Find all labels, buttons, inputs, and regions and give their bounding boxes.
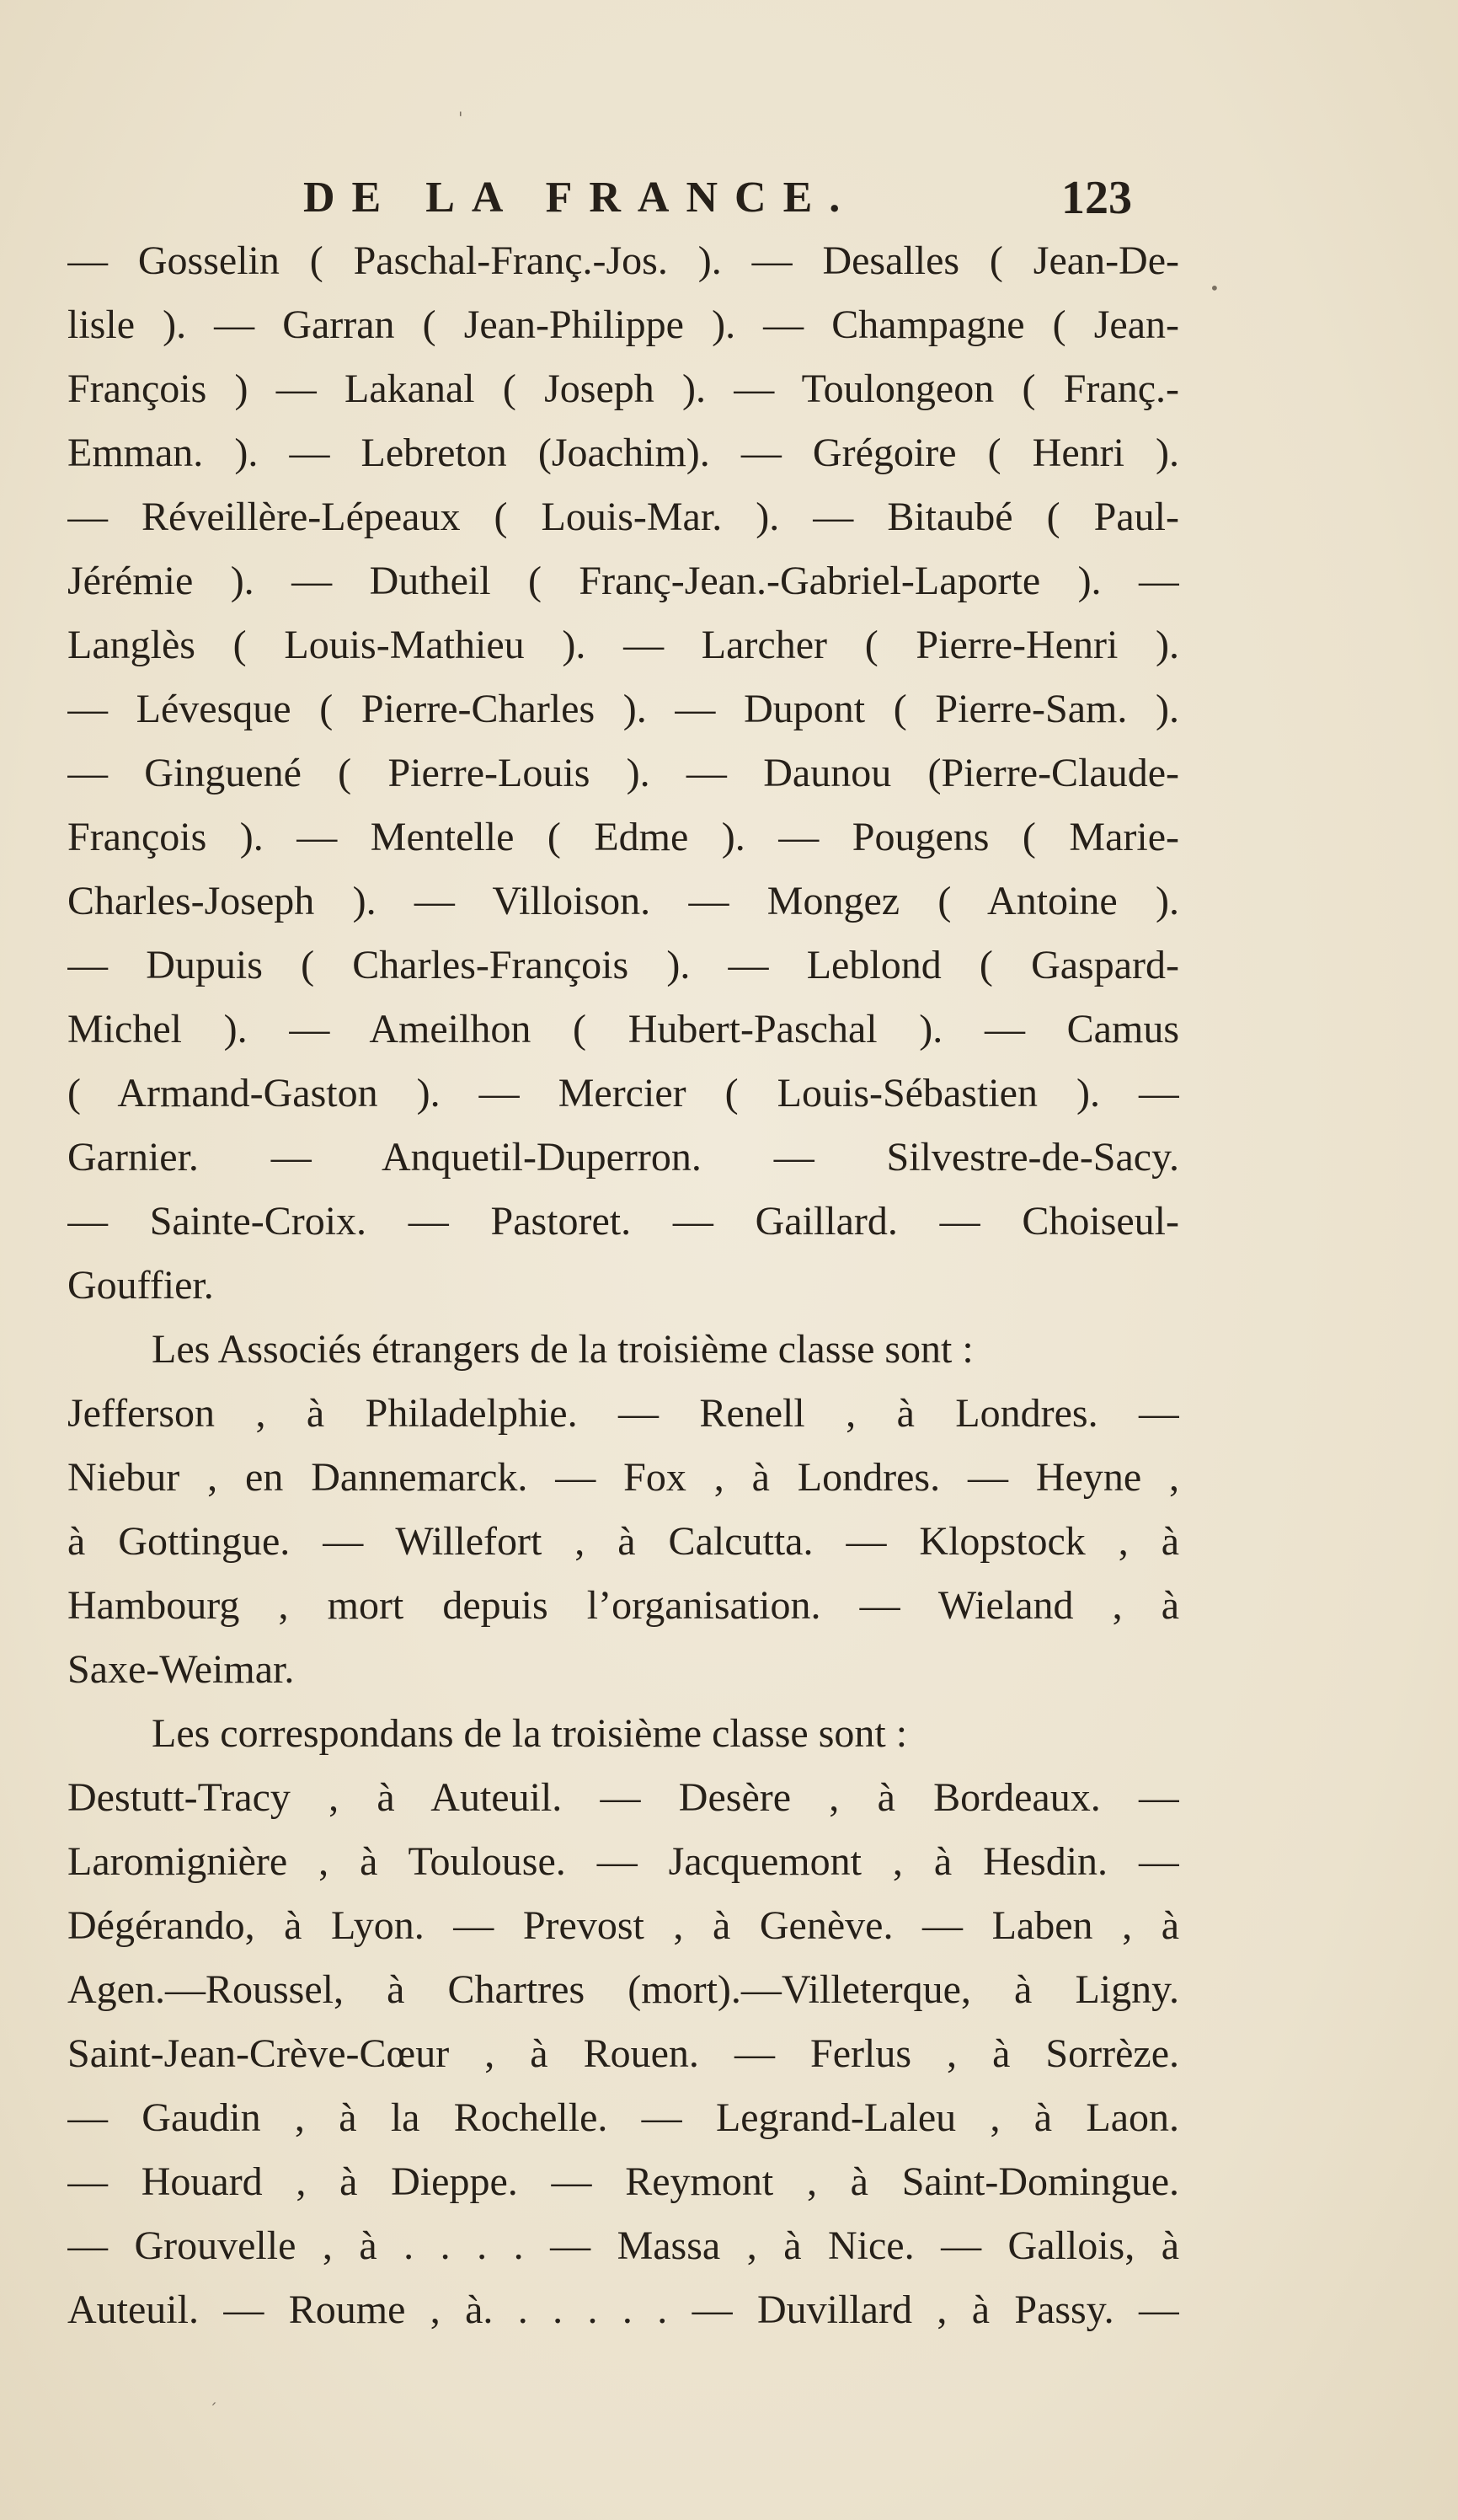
text-line: ( Armand-Gaston ). — Mercier ( Louis-Sébastien ). — (67, 1071, 1179, 1116)
text-line: François ) — Lakanal ( Joseph ). — Toulongeon ( Franç.- (67, 366, 1179, 411)
text-line: Langlès ( Louis-Mathieu ). — Larcher ( Pierre-Henri ). (67, 623, 1179, 667)
text-line: Jefferson , à Philadelphie. — Renell , à Londres. — (67, 1391, 1179, 1436)
text-line: Saxe-Weimar. (67, 1647, 295, 1692)
body-text (67, 229, 1179, 2342)
text-line: Hambourg , mort depuis l’organisation. — Wieland , à (67, 1583, 1179, 1628)
text-line: Niebur , en Dannemarck. — Fox , à Londres. — Heyne , (67, 1455, 1179, 1500)
text-line: Auteuil. — Roume , à. . . . . . — Duvillard , à Passy. — (67, 2287, 1179, 2332)
paper-speck: ' (458, 108, 463, 128)
text-line: Gouffier. (67, 1263, 214, 1308)
text-line: — Sainte-Croix. — Pastoret. — Gaillard. — Choiseul- (67, 1199, 1179, 1244)
text-line: Laromignière , à Toulouse. — Jacquemont , à Hesdin. — (67, 1839, 1179, 1884)
text-line: — Gaudin , à la Rochelle. — Legrand-Laleu , à Laon. (67, 2095, 1179, 2140)
running-title: DE LA FRANCE. (303, 174, 857, 222)
text-line: Michel ). — Ameilhon ( Hubert-Paschal ). — Camus (67, 1007, 1179, 1051)
text-line: François ). — Mentelle ( Edme ). — Pougens ( Marie- (67, 815, 1179, 859)
text-line: — Lévesque ( Pierre-Charles ). — Dupont ( Pierre-Sam. ). (67, 687, 1179, 731)
text-line: Destutt-Tracy , à Auteuil. — Desère , à Bordeaux. — (67, 1775, 1179, 1820)
text-line: — Gosselin ( Paschal-Franç.-Jos. ). — Desalles ( Jean-De- (67, 238, 1179, 283)
text-line: — Houard , à Dieppe. — Reymont , à Saint-Domingue. (67, 2159, 1179, 2204)
text-line: — Grouvelle , à . . . . — Massa , à Nice. — Gallois, à (67, 2223, 1179, 2268)
text-line: Agen.—Roussel, à Chartres (mort).—Villeterque, à Ligny. (67, 1967, 1179, 2012)
text-line: lisle ). — Garran ( Jean-Philippe ). — Champagne ( Jean- (67, 302, 1179, 347)
text-line: Emman. ). — Lebreton (Joachim). — Grégoire ( Henri ). (67, 431, 1179, 475)
paper-speck: • (1210, 278, 1220, 298)
paragraph-heading: Les correspondans de la troisième classe sont : (152, 1711, 908, 1756)
text-line: Dégérando, à Lyon. — Prevost , à Genève. — Laben , à (67, 1903, 1179, 1948)
text-line: — Dupuis ( Charles-François ). — Leblond ( Gaspard- (67, 943, 1179, 987)
paragraph-heading: Les Associés étrangers de la troisième classe sont : (152, 1327, 974, 1372)
text-line: à Gottingue. — Willefort , à Calcutta. — Klopstock , à (67, 1519, 1179, 1564)
text-line: Garnier. — Anquetil-Duperron. — Silvestre-de-Sacy. (67, 1135, 1179, 1180)
text-line: Charles-Joseph ). — Villoison. — Mongez ( Antoine ). (67, 879, 1179, 923)
text-line: — Réveillère-Lépeaux ( Louis-Mar. ). — Bitaubé ( Paul- (67, 495, 1179, 539)
text-line: — Ginguené ( Pierre-Louis ). — Daunou (Pierre-Claude- (67, 751, 1179, 795)
page-number: 123 (1061, 172, 1132, 224)
paper-speck: ˊ (209, 2400, 217, 2420)
text-line: Saint-Jean-Crève-Cœur , à Rouen. — Ferlus , à Sorrèze. (67, 2031, 1179, 2076)
text-line: Jérémie ). — Dutheil ( Franç-Jean.-Gabriel-Laporte ). — (67, 559, 1179, 603)
page-header (67, 169, 1179, 227)
